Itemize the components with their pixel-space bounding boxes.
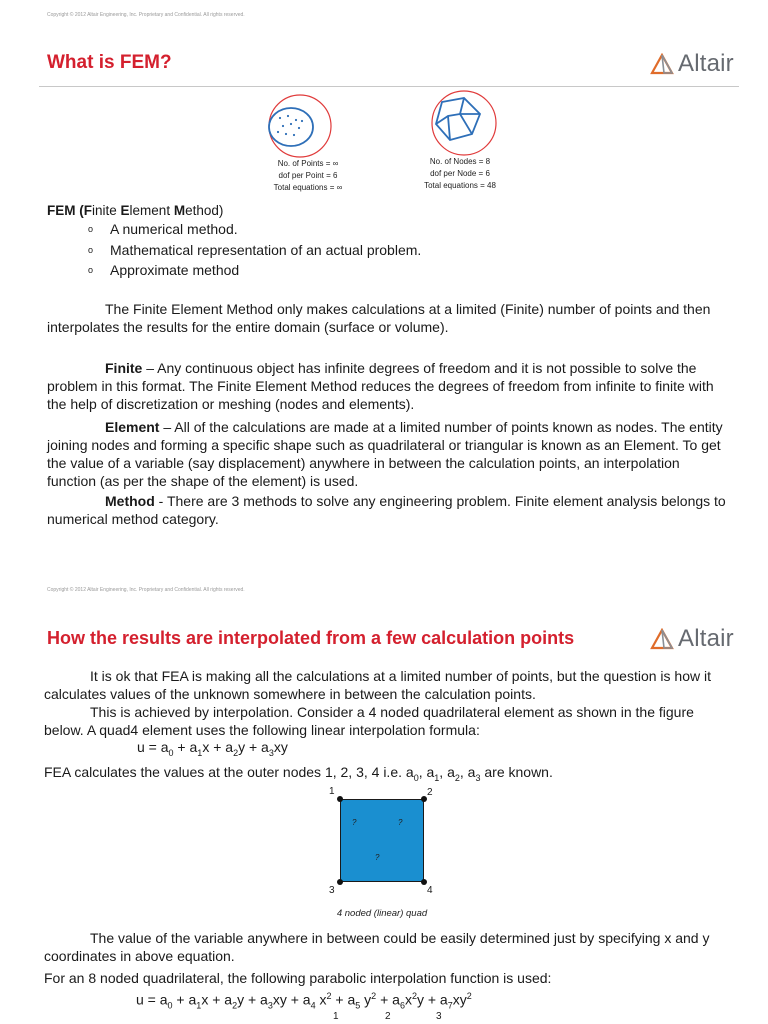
altair-logo-text: Altair (678, 625, 734, 652)
interp-paragraph-2: This is achieved by interpolation. Consider a 4 noded quadrilateral element as shown in the figure below. A quad4 element uses the following linear interpolation formula: (44, 704, 694, 738)
altair-triangle-icon (650, 628, 674, 650)
list-item: o Approximate method (88, 262, 240, 278)
title-divider (39, 86, 739, 87)
interp-paragraph-4: For an 8 noded quadrilateral, the following parabolic interpolation function is used: (44, 970, 552, 986)
total-equations-continuous: Total equations = ∞ (273, 183, 343, 192)
page-title: What is FEM? (47, 52, 172, 73)
quad4-element (340, 799, 424, 882)
meshed-body-figure (420, 86, 510, 158)
node-label-1: 1 (329, 786, 335, 797)
node-label-3: 3 (329, 885, 335, 896)
finite-paragraph: Finite – Any continuous object has infinite degrees of freedom and it is not possible to solve the problem in this format. The Finite Element Method reduces the degrees of freedom from infinite to finite with the help of discretization or meshing (nodes and elements). (47, 360, 714, 412)
fem-heading: FEM (Finite Element Method) (47, 203, 224, 218)
method-paragraph: Method - There are 3 methods to solve any engineering problem. Finite element analysis belongs to numerical method category. (47, 493, 726, 527)
formula-term-number: 1 (333, 1011, 339, 1022)
section-title: How the results are interpolated from a few calculation points (47, 628, 575, 648)
node-3-dot (337, 879, 343, 885)
element-paragraph: Element – All of the calculations are made at a limited number of points known as nodes. The entity joining nodes and forming a specific shape such as quadrilateral or triangular is known as an Element. To get the value of a variable (say displacement) anywhere in between the calculation points, an interpolation function (as per the shape of the element) is used. (47, 419, 723, 489)
interp-paragraph-3: The value of the variable anywhere in between could be easily determined just by specifying x and y coordinates in above equation. (44, 930, 710, 964)
node-1-dot (337, 796, 343, 802)
dof-per-point: dof per Point = 6 (278, 171, 338, 180)
quad-caption: 4 noded (linear) quad (336, 908, 428, 919)
altair-triangle-icon (650, 53, 674, 75)
altair-logo-text: Altair (678, 50, 734, 77)
copyright-notice: Copyright © 2012 Altair Engineering, Inc. Proprietary and Confidential. All rights reserved. (47, 12, 245, 18)
list-item: o A numerical method. (88, 221, 238, 237)
unknown-point-marker: ? (352, 818, 357, 827)
formula-term-number: 3 (436, 1011, 442, 1022)
formula-term-number: 2 (385, 1011, 391, 1022)
method-term: Method (105, 493, 155, 509)
fem-intro-paragraph: The Finite Element Method only makes calculations at a limited (Finite) number of points and then interpolates the results for the entire domain (surface or volume). (47, 301, 711, 335)
meshed-caption (400, 156, 520, 192)
nodes-count: No. of Nodes = 8 (429, 157, 491, 166)
node-label-4: 4 (427, 885, 433, 896)
node-label-2: 2 (427, 787, 433, 798)
dof-per-node: dof per Node = 6 (430, 169, 490, 178)
points-count: No. of Points = ∞ (277, 159, 339, 168)
altair-logo (650, 50, 734, 78)
list-item: o Mathematical representation of an actual problem. (88, 241, 422, 258)
unknown-point-marker: ? (398, 818, 403, 827)
continuous-body-figure (258, 90, 348, 160)
interp-paragraph-1: It is ok that FEA is making all the calculations at a limited number of points, but the question is how it calculates values of the unknown somewhere in between the calculation points. (44, 668, 711, 702)
known-nodes-line: FEA calculates the values at the outer nodes 1, 2, 3, 4 i.e. $a_0$, $a_1$, $a_2$, $a_3$ are known. (44, 764, 553, 783)
fem-bullet-list (88, 219, 421, 281)
finite-term: Finite (105, 360, 143, 376)
unknown-point-marker: ? (375, 853, 380, 862)
parabolic-interp-formula: $u = a_0 + a_1x + a_2y + a_3xy + a_4$ $x^2 + a_5$ $y^2 + a_6x^2y + a_7xy^2$ (136, 991, 472, 1011)
copyright-notice-2: Copyright © 2012 Altair Engineering, Inc. Proprietary and Confidential. All rights reserved. (47, 587, 245, 593)
total-equations-meshed: Total equations = 48 (424, 181, 496, 190)
linear-interp-formula: $u = a_0 + a_1x + a_2y + a_3xy$ (137, 739, 288, 758)
continuous-caption (248, 158, 368, 194)
altair-logo-2 (650, 625, 734, 653)
element-term: Element (105, 419, 160, 435)
